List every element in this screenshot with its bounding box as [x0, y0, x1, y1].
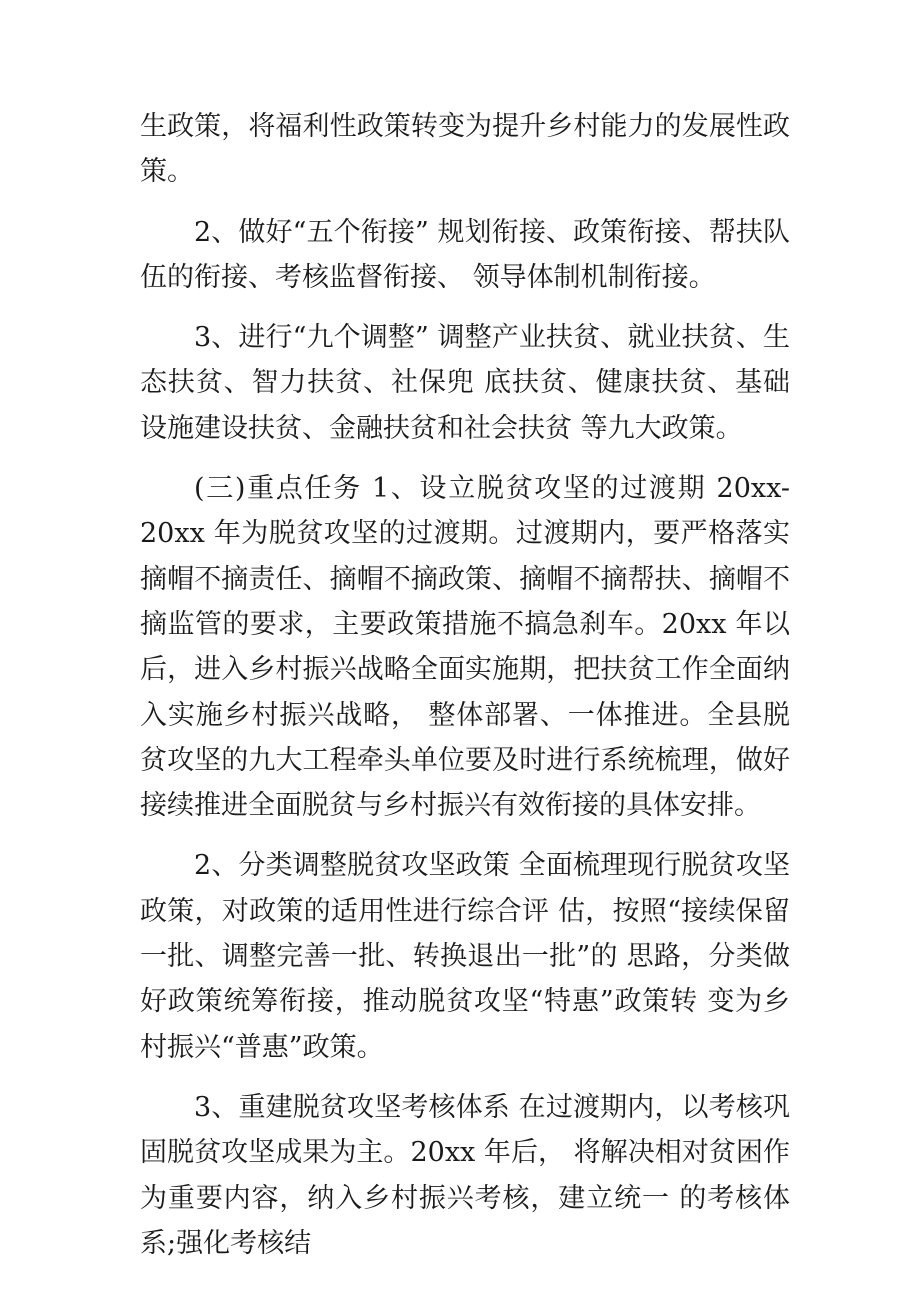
paragraph-classify-policies: 2、分类调整脱贫攻坚政策 全面梳理现行脱贫攻坚政策，对政策的适用性进行综合评 估，按照“接续保留一批、调整完善一批、转换退出一批”的 思路，分类做好政策统筹衔接，推动脱贫攻坚“特惠”政策转 变为乡村振兴“普惠”政策。: [140, 850, 790, 1063]
paragraph-assessment-system: 3、重建脱贫攻坚考核体系 在过渡期内，以考核巩固脱贫攻坚成果为主。20xx 年后， 将解决相对贫困作为重要内容，纳入乡村振兴考核，建立统一 的考核体系;强化考核结: [140, 1091, 790, 1259]
paragraph-continuation: 生政策，将福利性政策转变为提升乡村能力的发展性政 策。: [140, 111, 790, 188]
document-body: [140, 104, 790, 1281]
paragraph-five-connections: 2、做好“五个衔接” 规划衔接、政策衔接、帮扶队伍的衔接、考核监督衔接、 领导体制机制衔接。: [140, 216, 790, 293]
paragraph-nine-adjustments: 3、进行“九个调整” 调整产业扶贫、就业扶贫、生态扶贫、智力扶贫、社保兜 底扶贫、健康扶贫、基础设施建设扶贫、金融扶贫和社会扶贫 等九大政策。: [140, 322, 790, 444]
paragraph-key-tasks: (三)重点任务 1、设立脱贫攻坚的过渡期 20xx-20xx 年为脱贫攻坚的过渡期。过渡期内，要严格落实摘帽不摘责任、摘帽不摘政策、摘帽不摘帮扶、摘帽不摘监管的要求，主要政策措施不搞急刹车。20xx 年以后，进入乡村振兴战略全面实施期，把扶贫工作全面纳入实施乡村振兴战略， 整体部署、一体推进。全县脱贫攻坚的九大工程牵头单位要及时进行系统梳理，做好接续推进全面脱贫与乡村振兴有效衔接的具体安排。: [140, 473, 790, 822]
